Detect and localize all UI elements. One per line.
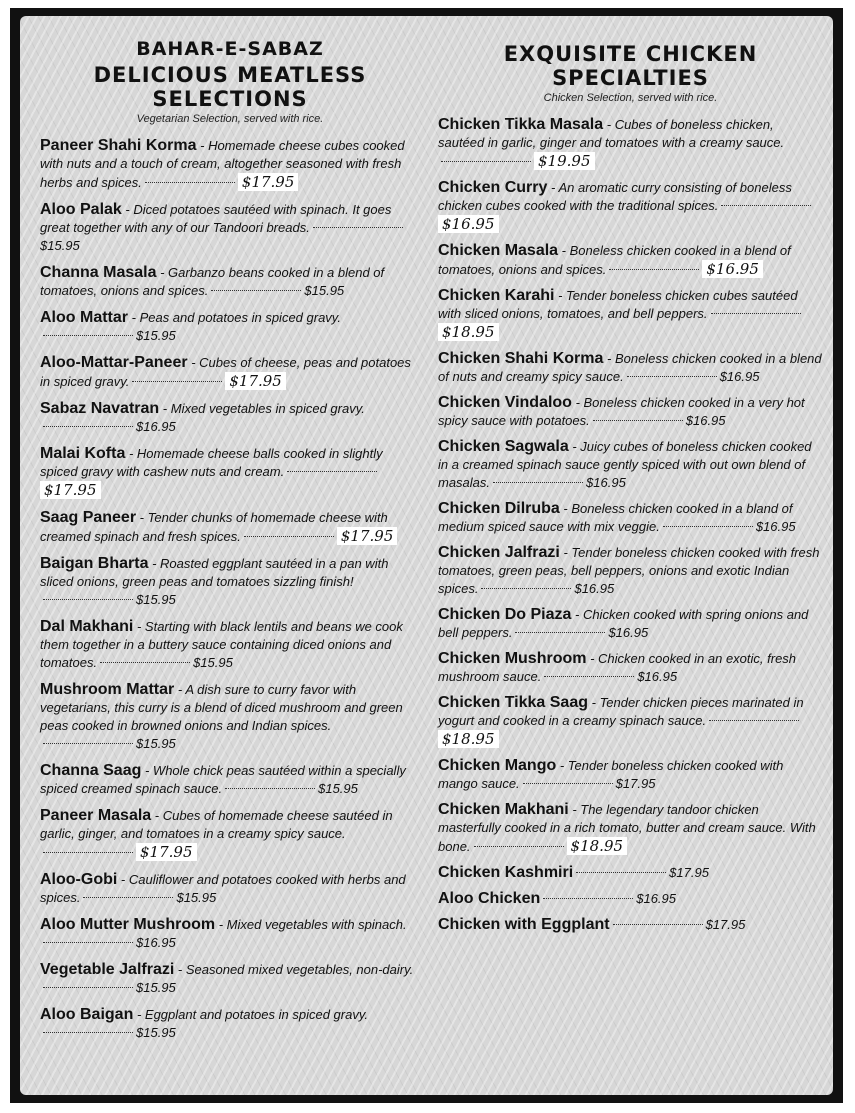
item-description: Tender chunks of homemade cheese with creamed spinach and fresh spices. bbox=[40, 510, 388, 544]
dot-leader bbox=[543, 898, 633, 899]
item-price: $17.95 bbox=[615, 776, 656, 791]
menu-item: Chicken Curry - An aromatic curry consisting of boneless chicken cubes cooked with the traditional spices.$16.95 bbox=[438, 179, 823, 234]
item-name: Dal Makhani bbox=[40, 618, 134, 635]
menu-item: Dal Makhani - Starting with black lentils and beans we cook them together in a buttery sauce containing diced onions and tomatoes. $15.95 bbox=[40, 618, 403, 670]
item-name: Channa Masala bbox=[40, 264, 157, 281]
dot-leader bbox=[576, 872, 666, 873]
handwritten-price: $16.95 bbox=[702, 260, 763, 278]
item-description: Tender boneless chicken cubes sautéed with sliced onions, tomatoes, and bell peppers. bbox=[438, 288, 798, 321]
item-name: Aloo Mattar bbox=[40, 309, 128, 326]
item-description: Roasted eggplant sautéed in a pan with sliced onions, green peas and tomatoes sizzling finish! bbox=[40, 556, 389, 589]
dot-leader bbox=[593, 420, 683, 421]
dot-leader bbox=[441, 161, 531, 162]
handwritten-price: $17.95 bbox=[40, 481, 101, 499]
item-name: Baigan Bharta bbox=[40, 555, 149, 572]
dot-leader bbox=[211, 290, 301, 291]
dot-leader bbox=[493, 482, 583, 483]
menu-item: Sabaz Navatran - Mixed vegetables in spiced gravy.$16.95 bbox=[40, 400, 365, 434]
dot-leader bbox=[523, 783, 613, 784]
item-description: Boneless chicken cooked in a blend of tomatoes, onions and spices. bbox=[438, 243, 791, 277]
menu-item: Channa Masala - Garbanzo beans cooked in a blend of tomatoes, onions and spices. $15.95 bbox=[40, 264, 385, 298]
item-description: Boneless chicken cooked in a blend of nuts and creamy spicy sauce. bbox=[438, 351, 822, 384]
item-description: Peas and potatoes in spiced gravy. bbox=[139, 310, 341, 325]
item-name: Chicken Tikka Saag bbox=[438, 694, 588, 711]
item-description: Tender boneless chicken cooked with fresh tomatoes, green peas, bell peppers, onions and exotic Indian spices. bbox=[438, 545, 820, 596]
item-price: $15.95 bbox=[176, 890, 217, 905]
chicken-subtitle: Chicken Selection, served with rice. bbox=[543, 92, 718, 104]
item-description: Tender chicken pieces marinated in yogurt and cooked in a creamy spinach sauce. bbox=[438, 695, 804, 728]
dot-leader bbox=[132, 381, 222, 382]
item-price: $15.95 bbox=[136, 592, 176, 607]
item-name: Chicken Jalfrazi bbox=[438, 544, 560, 561]
item-name: Malai Kofta bbox=[40, 445, 126, 462]
item-name: Aloo Palak bbox=[40, 201, 122, 218]
dot-leader bbox=[43, 335, 133, 336]
item-name: Aloo-Mattar-Paneer bbox=[40, 354, 188, 371]
item-name: Chicken Curry bbox=[438, 179, 548, 196]
item-price: $17.95 bbox=[705, 917, 746, 932]
dot-leader bbox=[287, 471, 377, 472]
handwritten-price: $18.95 bbox=[438, 730, 499, 748]
menu-frame bbox=[10, 8, 843, 1103]
handwritten-price: $19.95 bbox=[534, 152, 595, 170]
item-name: Aloo-Gobi bbox=[40, 871, 118, 888]
item-name: Chicken Mushroom bbox=[438, 650, 587, 667]
menu-item: Paneer Masala - Cubes of homemade cheese sautéed in garlic, ginger, and tomatoes in a creamy spicy sauce.$17.95 bbox=[40, 807, 393, 861]
menu-item: Paneer Shahi Korma - Homemade cheese cubes cooked with nuts and a touch of cream, altogether seasoned with fresh herbs and spices. $17.95 bbox=[40, 137, 405, 191]
handwritten-price: $17.95 bbox=[136, 843, 197, 861]
menu-item: Mushroom Mattar - A dish sure to curry favor with vegetarians, this curry is a blend of diced mushroom and green peas cooked in browned onions and Indian spices.$15.95 bbox=[40, 681, 403, 751]
menu-item bbox=[438, 890, 823, 908]
item-name: Chicken Mango bbox=[438, 757, 557, 774]
handwritten-price: $17.95 bbox=[238, 173, 299, 191]
dot-leader bbox=[613, 924, 703, 925]
item-price: $16.95 bbox=[608, 625, 649, 640]
vegetarian-column bbox=[40, 16, 420, 1051]
menu-item: Chicken Mushroom - Chicken cooked in an exotic, fresh mushroom sauce. $16.95 bbox=[438, 650, 797, 684]
item-price: $15.95 bbox=[193, 655, 233, 670]
menu-item: Chicken Sagwala - Juicy cubes of boneless chicken cooked in a creamed spinach sauce gently spiced with out own blend of masalas. $16.95 bbox=[438, 438, 812, 490]
item-name: Aloo Mutter Mushroom bbox=[40, 916, 216, 933]
item-price: $15.95 bbox=[40, 238, 80, 253]
item-name: Chicken Do Piaza bbox=[438, 606, 572, 623]
dot-leader bbox=[544, 676, 634, 677]
menu-item: Aloo Palak - Diced potatoes sautéed with spinach. It goes great together with any of our Tandoori breads.$15.95 bbox=[40, 201, 420, 255]
dot-leader bbox=[627, 376, 717, 377]
dot-leader bbox=[145, 182, 235, 183]
item-description: Starting with black lentils and beans we cook them together in a buttery sauce containing diced onions and tomatoes. bbox=[40, 619, 403, 670]
dot-leader bbox=[244, 536, 334, 537]
item-name: Chicken Dilruba bbox=[438, 500, 560, 517]
item-description: Cubes of homemade cheese sautéed in garlic, ginger, and tomatoes in a creamy spicy sauce. bbox=[40, 808, 393, 841]
vegetarian-title-line1: BAHAR-E-SABAZ bbox=[136, 38, 324, 60]
dot-leader bbox=[43, 987, 133, 988]
menu-item: Chicken Karahi - Tender boneless chicken cubes sautéed with sliced onions, tomatoes, and bell peppers.$18.95 bbox=[438, 287, 823, 342]
item-price: $16.95 bbox=[685, 413, 726, 428]
dot-leader bbox=[43, 942, 133, 943]
menu-item: Chicken Vindaloo - Boneless chicken cooked in a very hot spicy sauce with potatoes. $16.95 bbox=[438, 394, 805, 428]
item-price: $15.95 bbox=[304, 283, 345, 298]
item-name: Chicken Karahi bbox=[438, 287, 555, 304]
dot-leader bbox=[481, 588, 571, 589]
menu-panel bbox=[20, 16, 833, 1095]
menu-item: Chicken Tikka Masala - Cubes of boneless chicken, sautéed in garlic, ginger and tomatoes with a creamy sauce.$19.95 bbox=[438, 116, 785, 170]
menu-item: Aloo Baigan - Eggplant and potatoes in spiced gravy.$15.95 bbox=[40, 1006, 368, 1040]
item-price: $16.95 bbox=[719, 369, 760, 384]
item-price: $15.95 bbox=[136, 736, 176, 751]
item-price: $17.95 bbox=[669, 865, 709, 880]
item-description: Cubes of cheese, peas and potatoes in spiced gravy. bbox=[40, 355, 411, 389]
dot-leader bbox=[515, 632, 605, 633]
dot-leader bbox=[43, 743, 133, 744]
menu-item: Chicken Makhani - The legendary tandoor chicken masterfully cooked in a rich tomato, butter and cream sauce. With bone. $18.95 bbox=[438, 801, 816, 855]
item-name: Vegetable Jalfrazi bbox=[40, 961, 175, 978]
dot-leader bbox=[609, 269, 699, 270]
item-name: Chicken Shahi Korma bbox=[438, 350, 604, 367]
handwritten-price: $18.95 bbox=[438, 323, 499, 341]
menu-item: Channa Saag - Whole chick peas sautéed within a specially spiced creamed spinach sauce. $15.95 bbox=[40, 762, 406, 796]
item-name: Paneer Masala bbox=[40, 807, 152, 824]
menu-item: Baigan Bharta - Roasted eggplant sautéed in a pan with sliced onions, green peas and tomatoes sizzling finish!$15.95 bbox=[40, 555, 389, 607]
handwritten-price: $16.95 bbox=[438, 215, 499, 233]
chicken-column bbox=[438, 16, 823, 942]
item-description: Seasoned mixed vegetables, non-dairy. bbox=[185, 962, 414, 977]
item-description: Diced potatoes sautéed with spinach. It goes great together with any of our Tandoori breads. bbox=[40, 202, 392, 235]
item-description: A dish sure to curry favor with vegetarians, this curry is a blend of diced mushroom and green peas cooked in browned onions and Indian spices. bbox=[40, 682, 403, 733]
dot-leader bbox=[225, 788, 315, 789]
item-name: Saag Paneer bbox=[40, 509, 137, 526]
vegetarian-item-list bbox=[40, 137, 420, 1042]
handwritten-price: $18.95 bbox=[567, 837, 628, 855]
menu-item: Aloo Mattar - Peas and potatoes in spiced gravy.$15.95 bbox=[40, 309, 341, 343]
menu-item: Aloo-Gobi - Cauliflower and potatoes cooked with herbs and spices. $15.95 bbox=[40, 871, 406, 905]
menu-item: Aloo-Mattar-Paneer - Cubes of cheese, peas and potatoes in spiced gravy. $17.95 bbox=[40, 354, 411, 390]
menu-item: Chicken Mango - Tender boneless chicken cooked with mango sauce. $17.95 bbox=[438, 757, 784, 791]
menu-item: Chicken Masala - Boneless chicken cooked in a blend of tomatoes, onions and spices. $16.95 bbox=[438, 242, 791, 278]
item-description: Cubes of boneless chicken, sautéed in garlic, ginger and tomatoes with a creamy sauce. bbox=[438, 117, 785, 150]
item-name: Chicken with Eggplant bbox=[438, 916, 610, 933]
dot-leader bbox=[711, 313, 801, 314]
item-price: $15.95 bbox=[136, 328, 176, 343]
menu-item: Chicken Shahi Korma - Boneless chicken cooked in a blend of nuts and creamy spicy sauce. $16.95 bbox=[438, 350, 822, 384]
menu-item: Malai Kofta - Homemade cheese balls cooked in slightly spiced gravy with cashew nuts and cream.$17.95 bbox=[40, 445, 383, 499]
item-price: $16.95 bbox=[136, 935, 176, 950]
item-description: Mixed vegetables with spinach. bbox=[226, 917, 407, 932]
item-name: Aloo Baigan bbox=[40, 1006, 134, 1023]
item-name: Paneer Shahi Korma bbox=[40, 137, 197, 154]
item-description: Chicken cooked in an exotic, fresh mushroom sauce. bbox=[438, 651, 797, 684]
item-name: Chicken Sagwala bbox=[438, 438, 569, 455]
item-price: $16.95 bbox=[136, 419, 176, 434]
item-name: Chicken Tikka Masala bbox=[438, 116, 604, 133]
vegetarian-subtitle: Vegetarian Selection, served with rice. bbox=[136, 113, 324, 125]
item-description: Cauliflower and potatoes cooked with herbs and spices. bbox=[40, 872, 406, 905]
item-description: Homemade cheese balls cooked in slightly spiced gravy with cashew nuts and cream. bbox=[40, 446, 383, 479]
item-price: $16.95 bbox=[574, 581, 615, 596]
item-name: Mushroom Mattar bbox=[40, 681, 175, 698]
dot-leader bbox=[474, 846, 564, 847]
item-price: $16.95 bbox=[636, 891, 676, 906]
item-description: Boneless chicken cooked in a very hot spicy sauce with potatoes. bbox=[438, 395, 805, 428]
item-price: $16.95 bbox=[586, 475, 626, 490]
item-price: $16.95 bbox=[755, 519, 796, 534]
item-name: Chicken Vindaloo bbox=[438, 394, 572, 411]
item-description: Chicken cooked with spring onions and bell peppers. bbox=[438, 607, 809, 640]
menu-item bbox=[438, 916, 823, 934]
item-name: Channa Saag bbox=[40, 762, 142, 779]
item-description: An aromatic curry consisting of boneless chicken cubes cooked with the traditional spices. bbox=[438, 180, 792, 213]
item-name: Chicken Makhani bbox=[438, 801, 569, 818]
menu-item: Chicken Jalfrazi - Tender boneless chicken cooked with fresh tomatoes, green peas, bell peppers, onions and exotic Indian spices. $16.95 bbox=[438, 544, 820, 596]
menu-item: Aloo Mutter Mushroom - Mixed vegetables with spinach.$16.95 bbox=[40, 916, 407, 950]
item-name: Aloo Chicken bbox=[438, 890, 541, 907]
dot-leader bbox=[43, 426, 133, 427]
handwritten-price: $17.95 bbox=[337, 527, 398, 545]
chicken-title: EXQUISITE CHICKEN SPECIALTIES bbox=[503, 42, 758, 90]
menu-item bbox=[438, 864, 823, 882]
item-description: Boneless chicken cooked in a bland of medium spiced sauce with mix veggie. bbox=[438, 501, 793, 534]
item-description: The legendary tandoor chicken masterfully cooked in a rich tomato, butter and cream sauce. With bone. bbox=[438, 802, 816, 854]
handwritten-price: $17.95 bbox=[225, 372, 286, 390]
item-price: $15.95 bbox=[136, 980, 176, 995]
item-name: Chicken Kashmiri bbox=[438, 864, 574, 881]
dot-leader bbox=[100, 662, 190, 663]
vegetarian-title-line2: DELICIOUS MEATLESS SELECTIONS bbox=[93, 63, 367, 111]
item-price: $15.95 bbox=[318, 781, 358, 796]
item-description: Homemade cheese cubes cooked with nuts and a touch of cream, altogether seasoned with fresh herbs and spices. bbox=[40, 138, 405, 190]
item-description: Juicy cubes of boneless chicken cooked in a creamed spinach sauce gently spiced with out own blend of masalas. bbox=[438, 439, 812, 490]
menu-item: Vegetable Jalfrazi - Seasoned mixed vegetables, non-dairy.$15.95 bbox=[40, 961, 414, 995]
item-description: Eggplant and potatoes in spiced gravy. bbox=[144, 1007, 368, 1022]
item-description: Tender boneless chicken cooked with mango sauce. bbox=[438, 758, 784, 791]
dot-leader bbox=[709, 720, 799, 721]
menu-item: Saag Paneer - Tender chunks of homemade cheese with creamed spinach and fresh spices. $17.95 bbox=[40, 509, 420, 546]
chicken-item-list bbox=[438, 116, 823, 934]
item-name: Sabaz Navatran bbox=[40, 400, 160, 417]
dot-leader bbox=[83, 897, 173, 898]
dot-leader bbox=[313, 227, 403, 228]
menu-item: Chicken Do Piaza - Chicken cooked with spring onions and bell peppers. $16.95 bbox=[438, 606, 809, 640]
dot-leader bbox=[43, 852, 133, 853]
dot-leader bbox=[43, 599, 133, 600]
dot-leader bbox=[43, 1032, 133, 1033]
item-description: Mixed vegetables in spiced gravy. bbox=[170, 401, 365, 416]
item-price: $15.95 bbox=[136, 1025, 176, 1040]
item-name: Chicken Masala bbox=[438, 242, 559, 259]
item-price: $16.95 bbox=[637, 669, 678, 684]
dot-leader bbox=[721, 205, 811, 206]
item-description: Whole chick peas sautéed within a specially spiced creamed spinach sauce. bbox=[40, 763, 406, 796]
menu-item: Chicken Tikka Saag - Tender chicken pieces marinated in yogurt and cooked in a creamy spinach sauce.$18.95 bbox=[438, 694, 804, 748]
menu-item: Chicken Dilruba - Boneless chicken cooked in a bland of medium spiced sauce with mix veggie. $16.95 bbox=[438, 500, 796, 534]
dot-leader bbox=[663, 526, 753, 527]
item-description: Garbanzo beans cooked in a blend of tomatoes, onions and spices. bbox=[40, 265, 385, 298]
